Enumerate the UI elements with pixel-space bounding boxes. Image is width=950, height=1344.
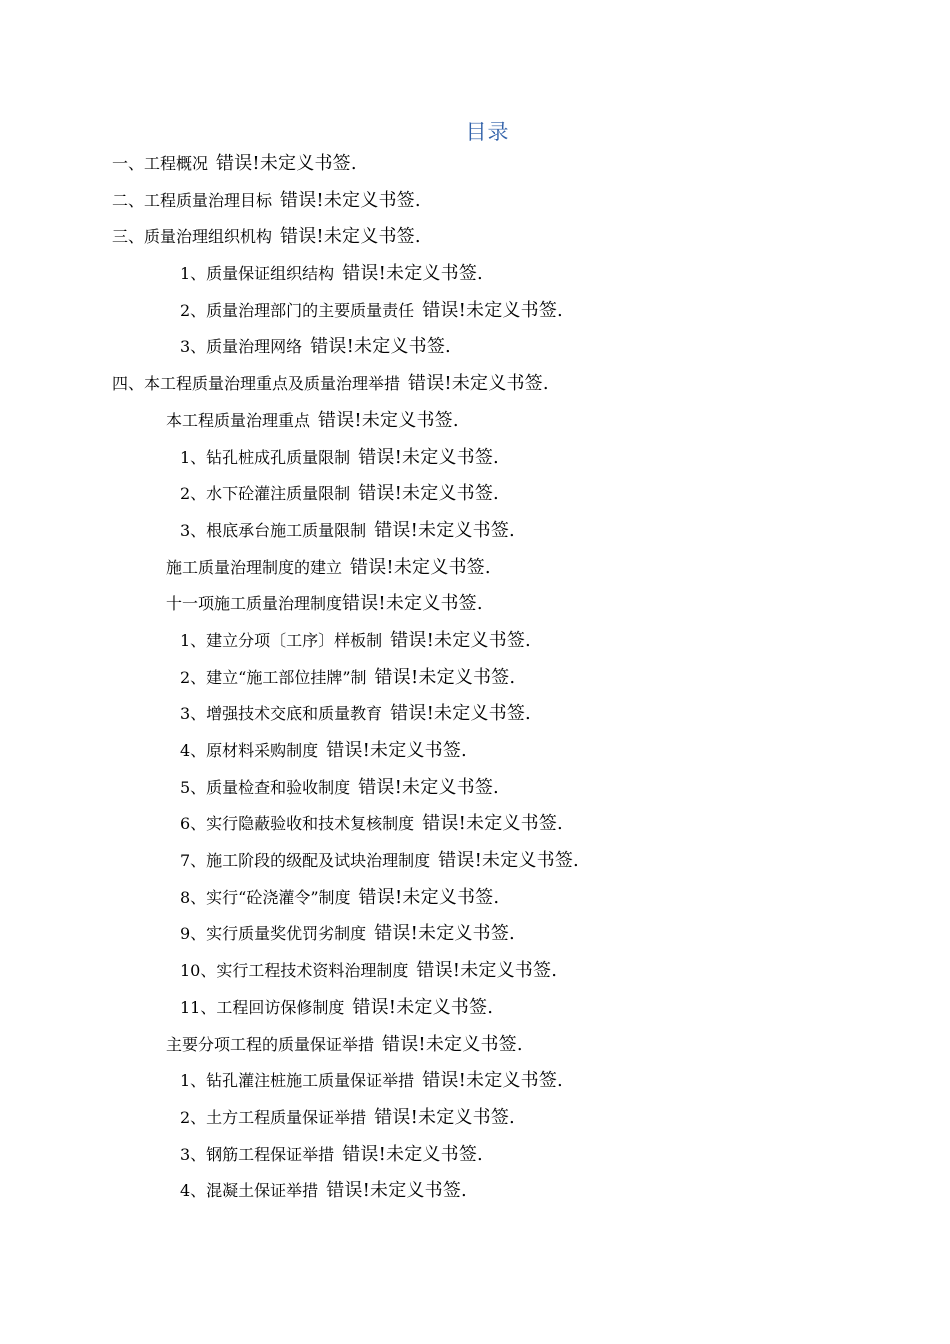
toc-entry[interactable] <box>0 407 950 444</box>
toc-entry-error-text: 错误!未定义书签. <box>216 153 357 174</box>
toc-entry-text: 2、土方工程质量保证举措 <box>180 1107 367 1127</box>
toc-entry-text: 7、施工阶段的级配及试块治理制度 <box>180 851 431 871</box>
toc-entry-text: 本工程质量治理重点 <box>166 410 311 430</box>
toc-entry-error-text: 错误!未定义书签. <box>422 1070 563 1092</box>
toc-entry-text: 1、钻孔灌注桩施工质量保证举措 <box>180 1071 415 1091</box>
toc-entry[interactable] <box>0 994 950 1031</box>
toc-entry-error-text: 错误!未定义书签. <box>358 446 499 468</box>
toc-entry-text: 6、实行隐蔽验收和技术复核制度 <box>180 814 415 834</box>
toc-entry-text: 11、工程回访保修制度 <box>180 997 345 1017</box>
toc-entry[interactable] <box>0 957 950 994</box>
toc-entry-text: 施工质量治理制度的建立 <box>166 557 343 577</box>
toc-entry[interactable] <box>0 260 950 297</box>
toc-entry[interactable] <box>0 664 950 701</box>
toc-entry-error-text: 错误!未定义书签. <box>390 703 531 725</box>
toc-entry-error-text: 错误!未定义书签. <box>280 189 421 211</box>
toc-entry-text: 1、钻孔桩成孔质量限制 <box>180 447 351 467</box>
toc-entry-text: 3、增强技术交底和质量教育 <box>180 704 383 724</box>
toc-entry[interactable] <box>0 700 950 737</box>
toc-entry-text: 二、工程质量治理目标 <box>112 190 273 210</box>
toc-entry[interactable] <box>0 1177 950 1214</box>
toc-entry-text: 5、质量检查和验收制度 <box>180 777 351 797</box>
toc-entry[interactable] <box>0 444 950 481</box>
toc-entry[interactable] <box>0 517 950 554</box>
toc-entry[interactable] <box>0 333 950 370</box>
toc-entry-text: 四、本工程质量治理重点及质量治理举措 <box>112 374 401 394</box>
toc-entry[interactable] <box>0 1067 950 1104</box>
toc-entry-text: 4、原材料采购制度 <box>180 741 319 760</box>
toc-entry-text: 4、混凝土保证举措 <box>180 1181 319 1201</box>
toc-entry-text: 8、实行“砼浇灌令”制度 <box>180 887 351 907</box>
toc-entry-text: 10、实行工程技术资料治理制度 <box>180 961 409 981</box>
toc-entry-error-text: 错误!未定义书签. <box>310 336 451 358</box>
toc-entry[interactable] <box>0 370 950 407</box>
toc-entry-error-text: 错误!未定义书签. <box>352 996 494 1018</box>
toc-entry-error-text: 错误!未定义书签. <box>280 226 421 248</box>
toc-title: 目录 <box>465 120 510 144</box>
toc-entry-error-text: 错误!未定义书签. <box>382 1033 523 1055</box>
toc-entry-text: 一、工程概况 <box>112 154 209 173</box>
toc-entry[interactable] <box>0 884 950 921</box>
toc-entry-text: 主要分项工程的质量保证举措 <box>166 1034 375 1054</box>
toc-entry[interactable] <box>0 737 950 774</box>
toc-entry[interactable] <box>0 590 950 627</box>
toc-entry-text: 3、钢筋工程保证举措 <box>180 1144 335 1164</box>
toc-entry[interactable] <box>0 223 950 260</box>
toc-entry-error-text: 错误!未定义书签. <box>326 1180 467 1202</box>
toc-entry[interactable] <box>0 627 950 664</box>
toc-entry-text: 2、质量治理部门的主要质量责任 <box>180 300 415 320</box>
toc-entry-error-text: 错误!未定义书签. <box>422 813 563 835</box>
toc-entry[interactable] <box>0 810 950 847</box>
toc-entry-error-text: 错误!未定义书签. <box>374 1106 515 1128</box>
toc-entry-error-text: 错误!未定义书签. <box>358 483 499 505</box>
toc-entry-text: 1、建立分项〔工序〕样板制 <box>180 630 383 650</box>
toc-entry[interactable] <box>0 297 950 334</box>
toc-entry-error-text: 错误!未定义书签. <box>408 373 549 395</box>
toc-entry[interactable] <box>0 554 950 591</box>
toc-entry-text: 1、质量保证组织结构 <box>180 264 335 284</box>
toc-entry-error-text: 错误!未定义书签. <box>350 556 491 578</box>
toc-entry[interactable] <box>0 150 950 187</box>
toc-entry-text: 十一项施工质量治理制度 <box>166 594 343 614</box>
toc-entry[interactable] <box>0 920 950 957</box>
toc-entry-text: 3、质量治理网络 <box>180 337 303 357</box>
toc-entry-error-text: 错误!未定义书签. <box>374 666 516 688</box>
toc-entry-error-text: 错误!未定义书签. <box>422 299 563 321</box>
toc-entry-text: 3、根底承台施工质量限制 <box>180 520 367 540</box>
toc-entry[interactable] <box>0 1141 950 1178</box>
toc-entry-error-text: 错误!未定义书签. <box>416 960 558 982</box>
toc-entry-error-text: 错误!未定义书签. <box>342 263 483 285</box>
toc-entry-error-text: 错误!未定义书签. <box>342 593 483 615</box>
toc-entry-text: 2、水下砼灌注质量限制 <box>180 484 351 504</box>
toc-list <box>0 150 950 1214</box>
toc-entry-error-text: 错误!未定义书签. <box>318 409 459 431</box>
toc-entry-error-text: 错误!未定义书签. <box>342 1143 483 1165</box>
toc-entry-error-text: 错误!未定义书签. <box>326 740 467 761</box>
toc-entry-error-text: 错误!未定义书签. <box>358 776 499 798</box>
toc-entry-error-text: 错误!未定义书签. <box>374 519 515 541</box>
toc-entry[interactable] <box>0 774 950 811</box>
toc-entry[interactable] <box>0 480 950 517</box>
toc-entry[interactable] <box>0 187 950 224</box>
toc-entry-error-text: 错误!未定义书签. <box>438 850 579 872</box>
toc-entry[interactable] <box>0 1104 950 1141</box>
toc-entry-text: 2、建立“施工部位挂牌”制 <box>180 667 367 687</box>
toc-entry-error-text: 错误!未定义书签. <box>374 923 515 945</box>
toc-entry[interactable] <box>0 1031 950 1068</box>
toc-entry-error-text: 错误!未定义书签. <box>390 629 531 651</box>
toc-entry[interactable] <box>0 847 950 884</box>
toc-entry-text: 9、实行质量奖优罚劣制度 <box>180 924 367 944</box>
toc-entry-text: 三、质量治理组织机构 <box>112 227 273 247</box>
toc-entry-error-text: 错误!未定义书签. <box>358 886 500 908</box>
